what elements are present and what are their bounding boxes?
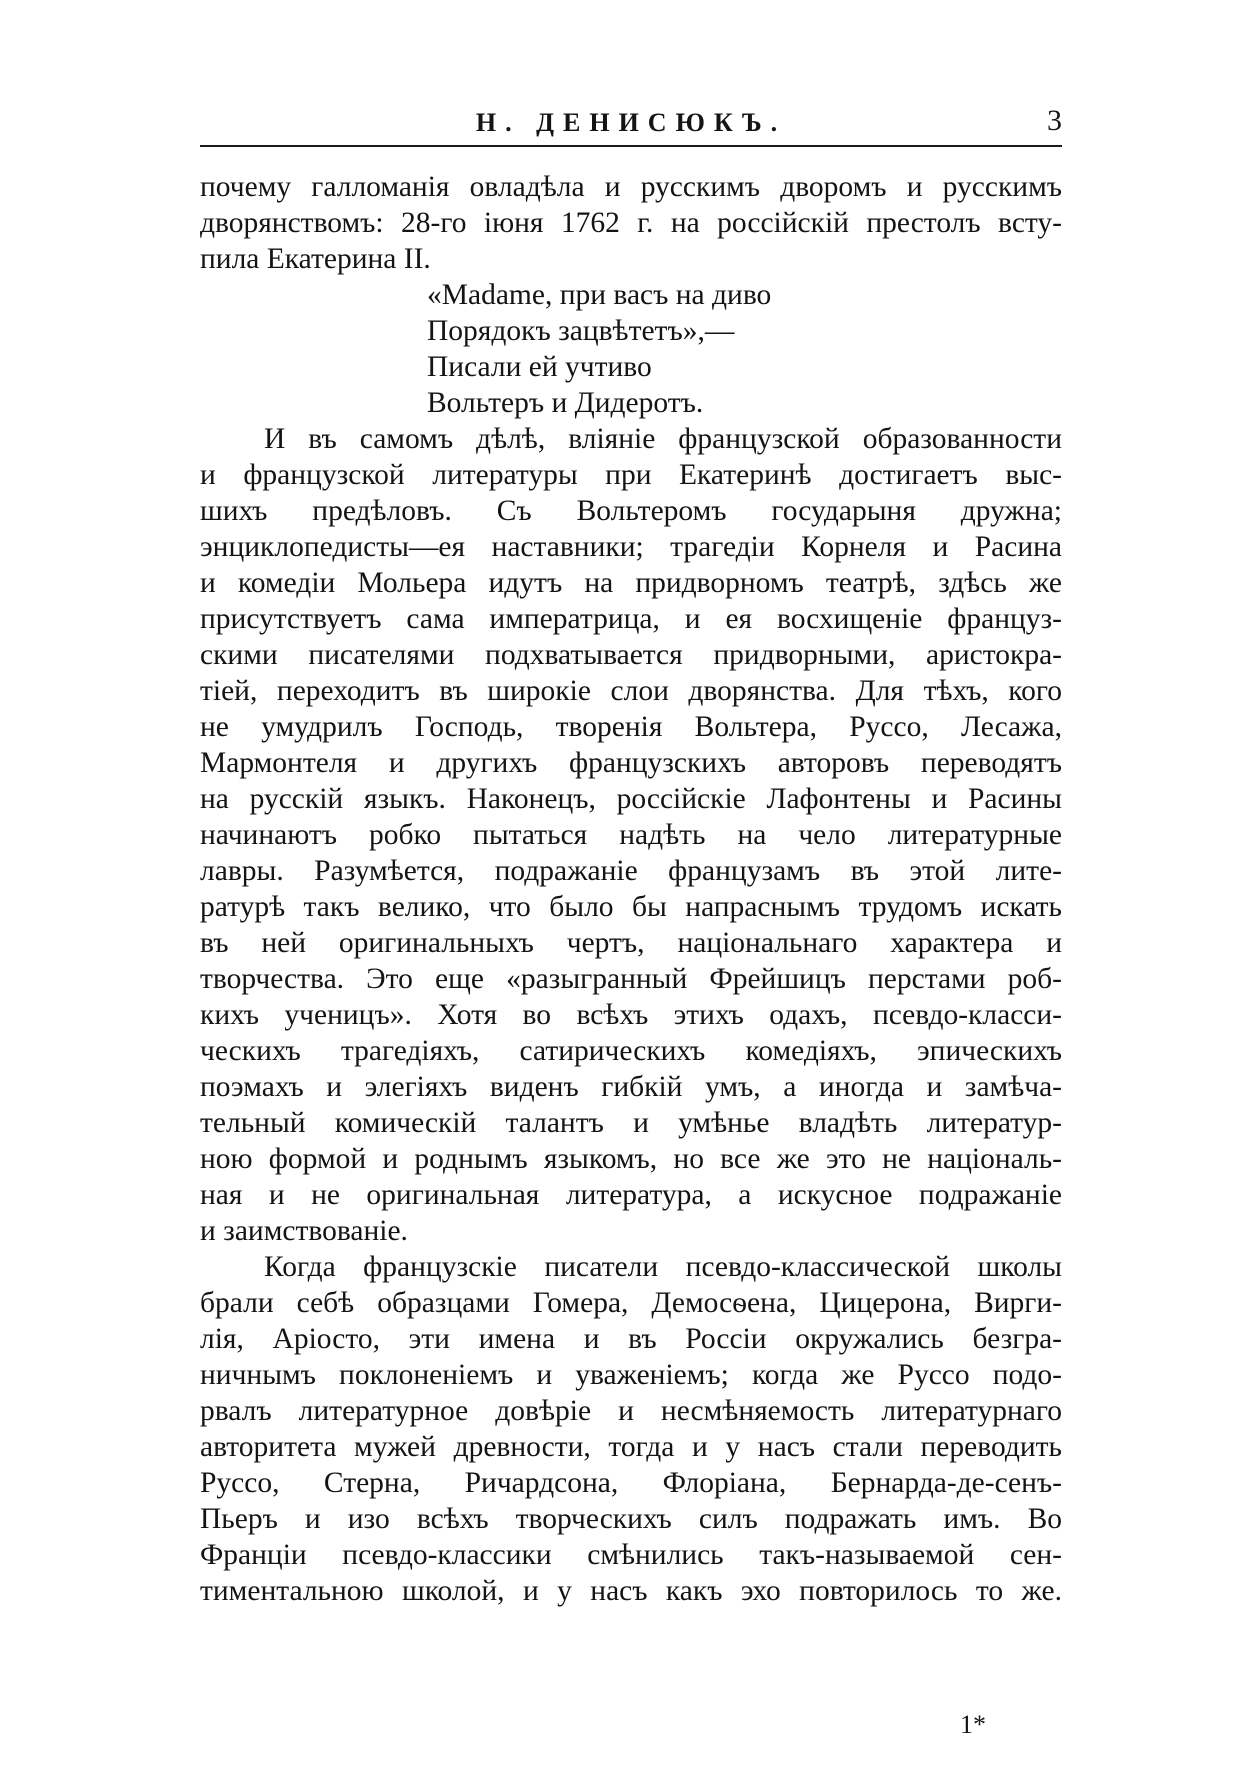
text-line: и французской литературы при Екатеринѣ достигаетъ выс-	[200, 459, 1062, 491]
text-line: энциклопедисты—ея наставники; трагедіи Корнеля и Расина	[200, 531, 1062, 563]
paragraph-1	[200, 421, 1062, 1249]
text-line: авторитета мужей древности, тогда и у насъ стали переводить	[200, 1431, 1062, 1463]
running-head	[200, 104, 1062, 144]
text-line: И въ самомъ дѣлѣ, вліяніе французской образованности	[264, 423, 1062, 455]
poem-line: Вольтеръ и Дидеротъ.	[427, 387, 704, 419]
text-line: въ ней оригинальныхъ чертъ, національнаго характера и	[200, 927, 1062, 959]
text-line: тиментальною школой, и у насъ какъ эхо повторилось то же.	[200, 1575, 1062, 1607]
text-line: и комедіи Мольера идутъ на придворномъ театрѣ, здѣсь же	[200, 567, 1062, 599]
text-line: Когда французскіе писатели псевдо-классической школы	[264, 1251, 1062, 1283]
text-line: ная и не оригинальная литература, а искусное подражаніе	[200, 1179, 1062, 1211]
body-text	[200, 169, 1062, 1609]
text-line: и заимствованіе.	[200, 1215, 408, 1247]
text-line: поэмахъ и элегіяхъ виденъ гибкій умъ, а иногда и замѣча-	[200, 1071, 1062, 1103]
poem-quote	[200, 277, 1062, 421]
text-line: Мармонтеля и другихъ французскихъ авторовъ переводятъ	[200, 747, 1062, 779]
text-line: лія, Аріосто, эти имена и въ Россіи окружались безгра-	[200, 1323, 1062, 1355]
text-line: ческихъ трагедіяхъ, сатирическихъ комедіяхъ, эпическихъ	[200, 1035, 1062, 1067]
text-line: ратурѣ такъ велико, что было бы напраснымъ трудомъ искать	[200, 891, 1062, 923]
running-title: Н. ДЕНИСЮКЪ.	[475, 108, 787, 137]
paragraph-2	[200, 1249, 1062, 1609]
text-line: лавры. Разумѣется, подражаніе французамъ въ этой лите-	[200, 855, 1062, 887]
text-line: кихъ ученицъ». Хотя во всѣхъ этихъ одахъ, псевдо-класси-	[200, 999, 1062, 1031]
text-line: творчества. Это еще «разыгранный Фрейшицъ перстами роб-	[200, 963, 1062, 995]
text-line: на русскій языкъ. Наконецъ, россійскіе Лафонтены и Расины	[200, 783, 1062, 815]
text-line: Руссо, Стерна, Ричардсона, Флоріана, Бернарда-де-сенъ-	[200, 1467, 1062, 1499]
text-line: шихъ предѣловъ. Съ Вольтеромъ государыня дружна;	[200, 495, 1062, 527]
text-line: тельный комическій талантъ и умѣнье владѣть литератур-	[200, 1107, 1062, 1139]
text-line: скими писателями подхватывается придворными, аристокра-	[200, 639, 1062, 671]
text-line: дворянствомъ: 28-го іюня 1762 г. на россійскій престолъ всту-	[200, 207, 1062, 239]
text-line: не умудрилъ Господь, творенія Вольтера, Руссо, Лесажа,	[200, 711, 1062, 743]
poem-line: Порядокъ зацвѣтетъ»,—	[427, 315, 735, 347]
poem-line: Писали ей учтиво	[427, 351, 652, 383]
text-line: присутствуетъ сама императрица, и ея восхищеніе француз-	[200, 603, 1062, 635]
text-line: рвалъ литературное довѣріе и несмѣняемость литературнаго	[200, 1395, 1062, 1427]
text-line: брали себѣ образцами Гомера, Демосѳена, Цицерона, Вирги-	[200, 1287, 1062, 1319]
poem-line: «Madame, при васъ на диво	[427, 279, 772, 311]
intro-paragraph	[200, 169, 1062, 277]
text-line: тіей, переходитъ въ широкіе слои дворянства. Для тѣхъ, кого	[200, 675, 1062, 707]
text-line: почему галломанія овладѣла и русскимъ дворомъ и русскимъ	[200, 171, 1062, 203]
text-line: ничнымъ поклоненіемъ и уваженіемъ; когда же Руссо подо-	[200, 1359, 1062, 1391]
page-number: 3	[1047, 104, 1062, 137]
text-line: Франціи псевдо-классики смѣнились такъ-называемой сен-	[200, 1539, 1062, 1571]
text-line: начинаютъ робко пытаться надѣть на чело литературные	[200, 819, 1062, 851]
text-line: ною формой и роднымъ языкомъ, но все же это не національ-	[200, 1143, 1062, 1175]
text-line: Пьеръ и изо всѣхъ творческихъ силъ подражать имъ. Во	[200, 1503, 1062, 1535]
header-rule	[200, 145, 1062, 147]
text-line: пила Екатерина II.	[200, 243, 431, 275]
signature-mark: 1*	[960, 1710, 986, 1739]
